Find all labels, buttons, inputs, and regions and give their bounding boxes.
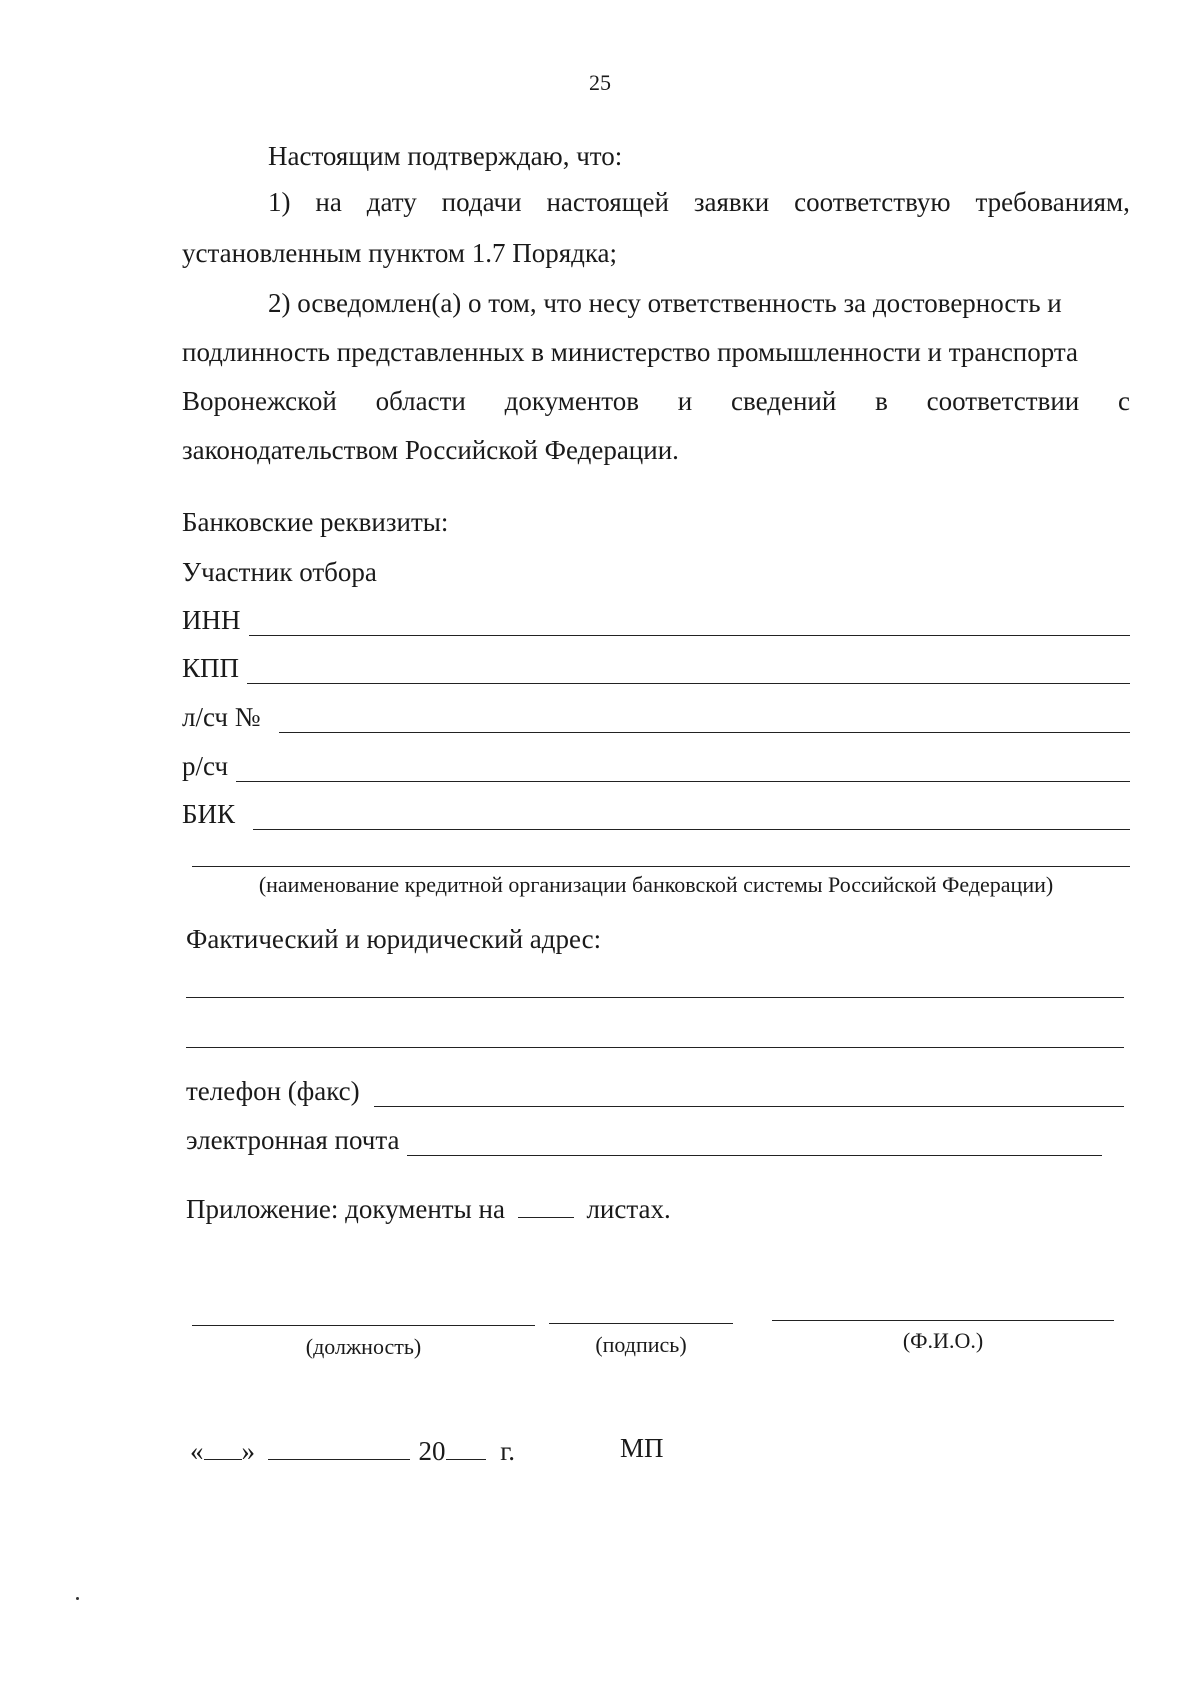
name-caption: (Ф.И.О.) <box>902 1328 984 1353</box>
attachment-suffix: листах. <box>586 1194 671 1224</box>
item2-line1: 2) осведомлен(а) о том, что несу ответственность за достоверность и <box>268 288 1062 318</box>
name-line[interactable] <box>772 1320 1114 1321</box>
year-suffix: г. <box>500 1436 516 1466</box>
month-field[interactable] <box>268 1437 410 1460</box>
position-caption: (должность) <box>305 1334 422 1359</box>
kpp-field[interactable] <box>247 659 1130 684</box>
year-field[interactable] <box>446 1437 486 1460</box>
bik-row <box>182 798 1130 830</box>
email-field[interactable] <box>407 1131 1102 1156</box>
item1-line2: установленным пунктом 1.7 Порядка; <box>182 238 618 268</box>
page-number: 25 <box>589 70 611 95</box>
bank-heading: Банковские реквизиты: <box>182 507 449 537</box>
item1-line1: 1) на дату подачи настоящей заявки соответствую требованиям, <box>268 187 1130 217</box>
sheet-count-field[interactable] <box>518 1195 574 1218</box>
bank-name-caption: (наименование кредитной организации банковской системы Российской Федерации) <box>258 872 1054 897</box>
kpp-row <box>182 652 1130 684</box>
kpp-label: КПП <box>182 653 240 683</box>
address-line-1[interactable] <box>186 997 1124 998</box>
email-row <box>186 1124 1102 1156</box>
bank-name-line[interactable] <box>192 866 1130 867</box>
position-line[interactable] <box>192 1325 535 1326</box>
phone-field[interactable] <box>374 1082 1124 1107</box>
ls-row <box>182 701 1130 733</box>
rs-field[interactable] <box>236 757 1130 782</box>
scan-speck <box>76 1597 79 1600</box>
rs-label: р/сч <box>182 751 229 781</box>
item2-line2: подлинность представленных в министерство промышленности и транспорта <box>182 337 1079 367</box>
bik-label: БИК <box>182 799 236 829</box>
inn-field[interactable] <box>249 611 1131 636</box>
date-row <box>190 1435 515 1467</box>
inn-label: ИНН <box>182 605 241 635</box>
signature-line[interactable] <box>549 1323 733 1324</box>
attachment-prefix: Приложение: документы на <box>186 1194 505 1224</box>
day-field[interactable] <box>204 1437 242 1460</box>
ls-field[interactable] <box>279 708 1130 733</box>
inn-row <box>182 604 1130 636</box>
attachment-row <box>186 1193 671 1225</box>
item2-line4: законодательством Российской Федерации. <box>182 435 679 465</box>
bik-field[interactable] <box>253 805 1130 830</box>
year-prefix: 20 <box>418 1436 446 1466</box>
phone-label: телефон (факс) <box>186 1076 360 1106</box>
intro-text: Настоящим подтверждаю, что: <box>268 141 623 171</box>
address-line-2[interactable] <box>186 1047 1124 1048</box>
item2-line3: Воронежской области документов и сведений в соответствии с <box>182 386 1130 416</box>
date-open-quote: « <box>190 1436 204 1466</box>
stamp-label: МП <box>620 1433 664 1463</box>
phone-row <box>186 1075 1124 1107</box>
signature-caption: (подпись) <box>595 1332 687 1357</box>
ls-label: л/сч № <box>182 702 261 732</box>
rs-row <box>182 750 1130 782</box>
email-label: электронная почта <box>186 1125 400 1155</box>
date-close-quote: » <box>241 1436 255 1466</box>
address-label: Фактический и юридический адрес: <box>186 924 602 954</box>
participant-label: Участник отбора <box>182 557 377 587</box>
